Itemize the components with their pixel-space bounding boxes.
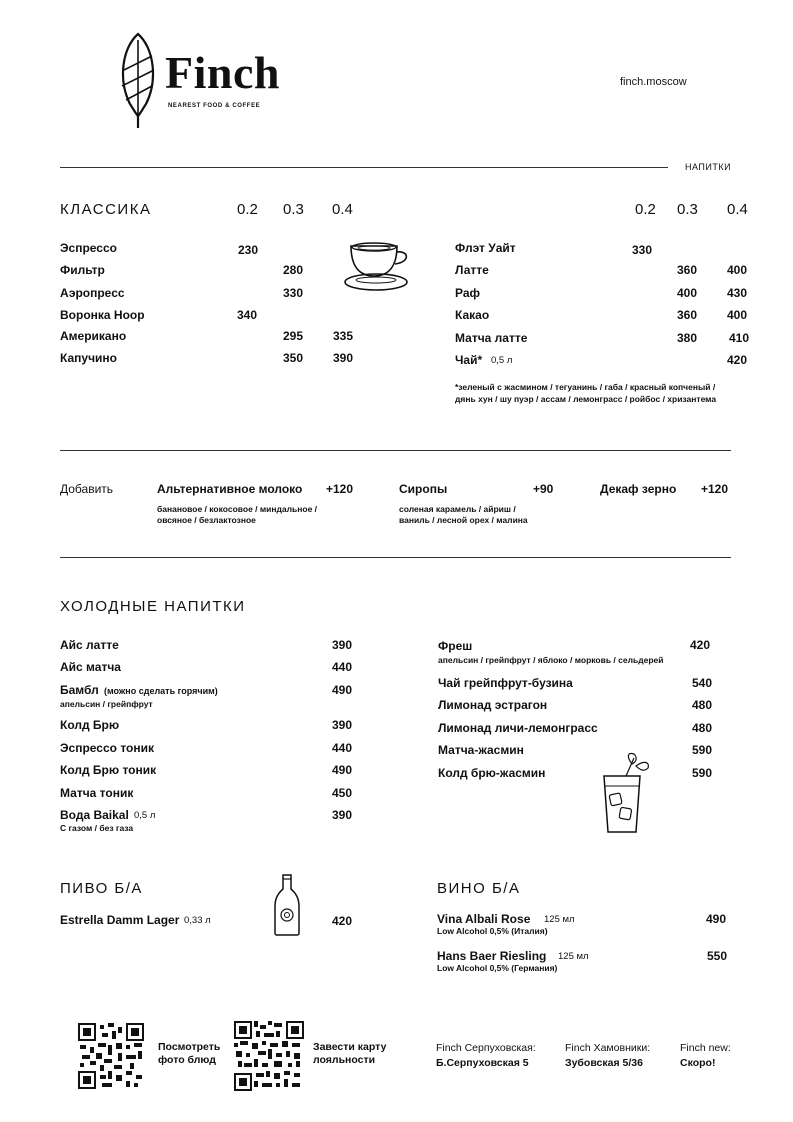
menu-item-name: Колд Брю bbox=[60, 718, 120, 732]
menu-item-price: 480 bbox=[692, 721, 713, 735]
size-header-04-left: 0.4 bbox=[332, 201, 353, 218]
menu-item-price: 350 bbox=[283, 351, 304, 365]
beer-title: ПИВО Б/А bbox=[60, 880, 143, 897]
menu-item-volume: 125 мл bbox=[544, 914, 575, 925]
menu-item-price: 335 bbox=[333, 329, 354, 343]
menu-item-price: 390 bbox=[332, 808, 353, 822]
menu-item-price: 400 bbox=[677, 286, 698, 300]
menu-item-price: 295 bbox=[283, 329, 304, 343]
menu-item-price: 280 bbox=[283, 263, 304, 277]
qr-photos-label-line: Посмотреть bbox=[158, 1041, 221, 1053]
menu-item-name: Айс матча bbox=[60, 660, 121, 674]
addon-options: соленая карамель / айриш / bbox=[399, 504, 516, 514]
section-label: НАПИТКИ bbox=[685, 162, 732, 172]
qr-loyalty-label-line: лояльности bbox=[313, 1054, 376, 1066]
tea-note: дянь хун / шу пуэр / ассам / лемонграсс / ройбос / хризантема bbox=[455, 394, 717, 404]
beer-bottle-icon bbox=[272, 873, 302, 937]
location-address: Зубовская 5/36 bbox=[565, 1057, 643, 1069]
menu-item-price: 390 bbox=[332, 638, 353, 652]
menu-item-name: Колд Брю тоник bbox=[60, 763, 157, 777]
size-header-02-right: 0.2 bbox=[635, 201, 656, 218]
menu-item-name: Estrella Damm Lager bbox=[60, 913, 180, 927]
qr-loyalty-label bbox=[313, 1041, 386, 1067]
menu-item-sub: С газом / без газа bbox=[60, 823, 134, 833]
menu-item-name: Лимонад эстрагон bbox=[438, 698, 548, 712]
menu-item-name: Лимонад личи-лемонграсс bbox=[438, 721, 598, 735]
menu-item-sub: Low Alcohol 0,5% (Италия) bbox=[437, 926, 548, 936]
menu-item-name: Матча тоник bbox=[60, 786, 134, 800]
leaf-logo-icon bbox=[112, 30, 164, 130]
addons-label: Добавить bbox=[60, 482, 114, 496]
menu-item-price: 490 bbox=[706, 912, 727, 926]
menu-item-name: Аэропресс bbox=[60, 286, 125, 300]
menu-item-name: Hans Baer Riesling bbox=[437, 949, 547, 963]
addon-name: Альтернативное молоко bbox=[157, 482, 303, 496]
cold-title: ХОЛОДНЫЕ НАПИТКИ bbox=[60, 598, 246, 615]
menu-item-price: 490 bbox=[332, 763, 353, 777]
menu-item-price: 410 bbox=[729, 331, 750, 345]
menu-item-name: Чай* bbox=[455, 353, 483, 367]
menu-item-price: 450 bbox=[332, 786, 353, 800]
iced-drink-glass-icon bbox=[598, 752, 654, 836]
classics-title: КЛАССИКА bbox=[60, 201, 152, 218]
menu-item-price: 540 bbox=[692, 676, 713, 690]
menu-item-volume: 0,33 л bbox=[184, 915, 211, 926]
menu-item-price: 490 bbox=[332, 683, 353, 697]
menu-item-sub: апельсин / грейпфрут bbox=[60, 699, 153, 709]
qr-photos-label-line: фото блюд bbox=[158, 1054, 216, 1066]
menu-item-name: Бамбл bbox=[60, 683, 99, 697]
size-header-03-right: 0.3 bbox=[677, 201, 698, 218]
size-header-02-left: 0.2 bbox=[237, 201, 258, 218]
addon-name: Сиропы bbox=[399, 482, 448, 496]
menu-item-name: Латте bbox=[455, 263, 489, 277]
menu-item-name: Американо bbox=[60, 329, 127, 343]
qr-photos-label bbox=[158, 1041, 220, 1067]
divider bbox=[60, 557, 731, 558]
location-title: Finch Хамовники: bbox=[565, 1042, 651, 1054]
menu-item-name: Vina Albali Rose bbox=[437, 912, 531, 926]
menu-item-name: Айс латте bbox=[60, 638, 119, 652]
menu-item-price: 420 bbox=[727, 353, 748, 367]
addon-price: +120 bbox=[326, 482, 354, 496]
brand-tagline: NEAREST FOOD & COFFEE bbox=[168, 103, 261, 109]
location-serpukhovskaya bbox=[436, 1041, 536, 1071]
qr-loyalty-label-line: Завести карту bbox=[313, 1041, 387, 1053]
menu-item-price: 550 bbox=[707, 949, 728, 963]
menu-item-price: 420 bbox=[332, 914, 353, 928]
menu-item-name: Капучино bbox=[60, 351, 117, 365]
menu-item-name: Эспрессо bbox=[60, 241, 117, 255]
menu-item-price: 430 bbox=[727, 286, 748, 300]
menu-item-name: Какао bbox=[455, 308, 490, 322]
menu-item-name: Фильтр bbox=[60, 263, 105, 277]
menu-item-price: 330 bbox=[632, 243, 653, 257]
menu-item-sub: Low Alcohol 0,5% (Германия) bbox=[437, 963, 558, 973]
menu-item-price: 360 bbox=[677, 308, 698, 322]
menu-item-name: Раф bbox=[455, 286, 481, 300]
menu-item-price: 400 bbox=[727, 263, 748, 277]
location-khamovniki bbox=[565, 1041, 650, 1071]
menu-item-volume: 125 мл bbox=[558, 951, 589, 962]
addon-options: банановое / кокосовое / миндальное / bbox=[157, 504, 318, 514]
menu-item-price: 440 bbox=[332, 660, 353, 674]
wine-title: ВИНО Б/А bbox=[437, 880, 521, 897]
coffee-cup-icon bbox=[343, 238, 413, 296]
qr-code-loyalty-icon[interactable] bbox=[234, 1021, 304, 1091]
menu-item-price: 480 bbox=[692, 698, 713, 712]
menu-item-name: Чай грейпфрут-бузина bbox=[438, 676, 573, 690]
location-address: Б.Серпуховская 5 bbox=[436, 1057, 529, 1069]
menu-item-name: Эспрессо тоник bbox=[60, 741, 154, 755]
tea-note: *зеленый с жасмином / тегуанинь / габа / красный копченый / bbox=[455, 382, 716, 392]
menu-item-price: 330 bbox=[283, 286, 304, 300]
size-header-04-right: 0.4 bbox=[727, 201, 748, 218]
menu-item-price: 590 bbox=[692, 743, 713, 757]
location-new bbox=[680, 1041, 731, 1071]
menu-item-name: Вода Baikal bbox=[60, 808, 129, 822]
size-header-03-left: 0.3 bbox=[283, 201, 304, 218]
addon-name: Декаф зерно bbox=[600, 482, 677, 496]
menu-item-name: Колд брю-жасмин bbox=[438, 766, 546, 780]
menu-item-name: Матча латте bbox=[455, 331, 528, 345]
qr-code-photos-icon[interactable] bbox=[78, 1023, 144, 1089]
menu-item-price: 390 bbox=[332, 718, 353, 732]
menu-item-price: 390 bbox=[333, 351, 354, 365]
menu-item-price: 380 bbox=[677, 331, 698, 345]
addon-options: овсяное / безлактозное bbox=[157, 515, 256, 525]
menu-item-name: Флэт Уайт bbox=[455, 241, 516, 255]
menu-item-price: 400 bbox=[727, 308, 748, 322]
menu-item-price: 420 bbox=[690, 638, 711, 652]
site-url[interactable]: finch.moscow bbox=[620, 76, 687, 88]
menu-item-price: 340 bbox=[237, 308, 258, 322]
menu-item-price: 360 bbox=[677, 263, 698, 277]
divider bbox=[60, 450, 731, 451]
menu-item-price: 440 bbox=[332, 741, 353, 755]
addon-price: +90 bbox=[533, 482, 554, 496]
menu-item-volume: 0,5 л bbox=[134, 810, 156, 821]
menu-item-price: 230 bbox=[238, 243, 259, 257]
addon-options: ваниль / лесной орех / малина bbox=[399, 515, 528, 525]
header-divider bbox=[60, 167, 668, 168]
menu-item-price: 590 bbox=[692, 766, 713, 780]
location-title: Finch Серпуховская: bbox=[436, 1042, 536, 1054]
menu-item-note: (можно сделать горячим) bbox=[104, 686, 218, 696]
menu-item-name: Воронка Hoop bbox=[60, 308, 145, 322]
menu-item-name: Матча-жасмин bbox=[438, 743, 524, 757]
addon-price: +120 bbox=[701, 482, 729, 496]
brand-name: Finch bbox=[165, 47, 280, 98]
menu-item-volume: 0,5 л bbox=[491, 355, 513, 366]
location-address: Скоро! bbox=[680, 1057, 716, 1069]
menu-item-name: Фреш bbox=[438, 639, 473, 653]
location-title: Finch new: bbox=[680, 1042, 731, 1054]
menu-item-sub: апельсин / грейпфрут / яблоко / морковь / сельдерей bbox=[438, 655, 664, 665]
